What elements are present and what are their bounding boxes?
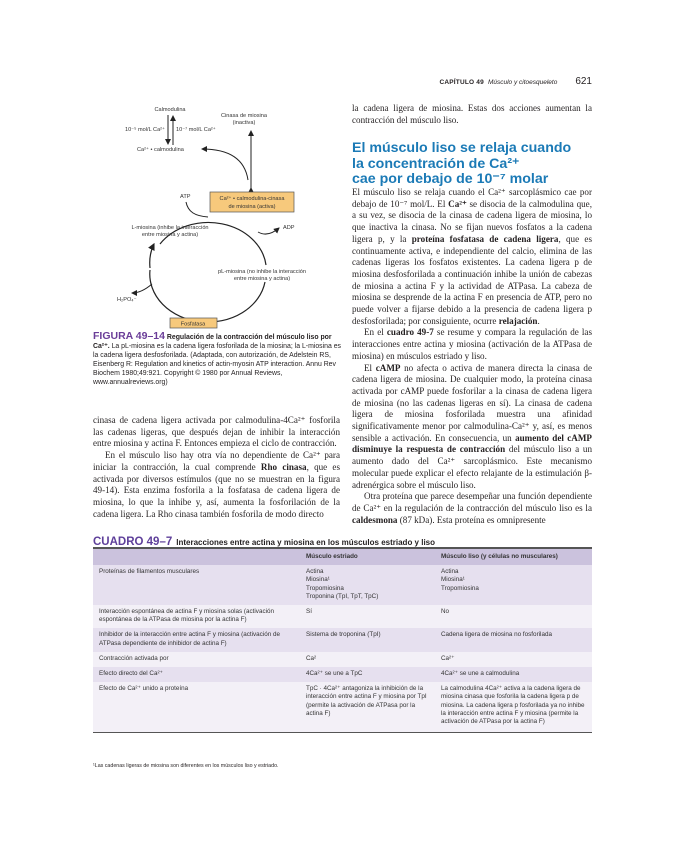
paragraph bbox=[352, 103, 592, 126]
inactive-kinase-label-2: (inactiva) bbox=[232, 120, 256, 126]
pl-myosin-label-2: entre miosina y actina) bbox=[233, 276, 291, 282]
table-cell: No bbox=[435, 605, 592, 628]
table-cell: Ca² bbox=[300, 652, 435, 667]
table-cell: La calmodulina 4Ca²⁺ activa a la cadena ligera de miosina cinasa que fosforila la cadena ligera p de miosina. La cadena ligera p fosforilada ya no inhibe la interacción entre actina F y miosina (permite la activación de ATPasa por la actina F) bbox=[435, 682, 592, 733]
ca-calmodulin-label: Ca²⁺ • calmodulina bbox=[137, 147, 184, 153]
text-run: cinasa de cadena ligera activada por calmodulina-4Ca²⁺ fosforila las cadenas ligeras, que después dejan de inhibir la interacción entre miosina y actina F. Entonces empieza el ciclo de contracción. bbox=[93, 415, 340, 449]
table-row bbox=[93, 682, 592, 733]
heading-line: El músculo liso se relaja cuando bbox=[352, 140, 572, 156]
phosphate-arrow bbox=[132, 284, 152, 293]
table-cell: Contracción activada por bbox=[93, 652, 300, 667]
binding-arrow bbox=[202, 149, 248, 180]
table-row bbox=[93, 605, 592, 628]
active-kinase-label: Ca²⁺ • calmodulina-cinasa bbox=[219, 196, 285, 202]
table-cell: Efecto directo del Ca²⁺ bbox=[93, 667, 300, 682]
text-run: se disocia de la calmodulina que, a su vez, se disocia de la cinasa de cadena ligera de miosina, lo que inactiva la cinasa. No se fijan nuevos fosfatos a la cadena ligera p, y la bbox=[352, 198, 592, 244]
table-cell: Actina Miosina¹ Tropomiosina bbox=[435, 565, 592, 605]
inactive-kinase-label: Cinasa de miosina bbox=[220, 113, 268, 119]
paragraph bbox=[352, 327, 592, 362]
text-run: del músculo liso a un aumento dado del Ca²⁺ sarcoplásmico. Este mecanismo molecular puede explicar el efecto relajante de la estimulación β-adrenérgica sobre el músculo liso. bbox=[352, 444, 592, 490]
low-concentration-label: 10⁻⁷ mol/L Ca²⁺ bbox=[176, 127, 216, 133]
figure-title: Regulación de la contracción del músculo liso por Ca²⁺. bbox=[93, 334, 332, 350]
table-label: CUADRO 49–7 bbox=[93, 536, 173, 548]
cycle-arrow bbox=[150, 244, 154, 268]
paragraph bbox=[352, 187, 592, 327]
l-myosin-label: L-miosina (inhibe la interacción bbox=[131, 225, 209, 231]
column-header: Músculo liso (y células no musculares) bbox=[435, 548, 592, 565]
calmodulin-label: Calmodulina bbox=[154, 107, 186, 113]
text-run: la cadena ligera de miosina. Estas dos acciones aumentan la contracción del músculo liso. bbox=[352, 103, 592, 125]
right-intro-text bbox=[352, 103, 592, 126]
text-run: Otra proteína que parece desempeñar una función dependiente de Ca²⁺ en la regulación de la contracción del músculo liso es la bbox=[352, 491, 592, 513]
table-caption: Interacciones entre actina y miosina en los músculos estriado y liso bbox=[176, 538, 436, 547]
l-myosin-label-2: entre miosina y actina) bbox=[141, 232, 199, 238]
column-header bbox=[93, 548, 300, 565]
paragraph bbox=[93, 415, 340, 450]
text-run: En el bbox=[364, 327, 387, 338]
section-heading bbox=[352, 141, 592, 188]
bold-term: caldesmona bbox=[352, 514, 398, 525]
paragraph bbox=[93, 450, 340, 520]
heading-line: la concentración de Ca²⁺ bbox=[352, 155, 520, 172]
high-concentration-label: 10⁻⁵ mol/L Ca²⁺ bbox=[124, 127, 165, 133]
adp-arrow bbox=[258, 228, 279, 234]
text-run: , que es continuamente activa, e independiente del calcio, elimina de las cadenas ligeras los fosfatos existentes. La cadena ligera p de miosina desfosforilada a continuación inhibe la unión de cabezas de miosina a actina F y la actividad de ATPasa. La cabeza de miosina se desprende de la actina F en presencia de ATP, pero no puede volver a fijarse debido a la presencia de cadena ligera p desfosforilada; por consiguiente, ocurre bbox=[352, 233, 592, 326]
adp-label: ADP bbox=[283, 225, 295, 231]
bold-term: cuadro 49-7 bbox=[386, 327, 434, 338]
table-header-row bbox=[93, 548, 592, 565]
phosphate-label: H₂PO₄⁻ bbox=[117, 297, 137, 303]
table-cell: Sí bbox=[300, 605, 435, 628]
bold-term: aumento del cAMP disminuye la respuesta de contracción bbox=[352, 432, 592, 455]
text-run: . bbox=[537, 315, 540, 326]
active-kinase-label-2: de miosina (activa) bbox=[228, 204, 276, 210]
bold-term: Ca²⁺ bbox=[448, 198, 467, 209]
comparison-table bbox=[93, 547, 592, 733]
table-row bbox=[93, 652, 592, 667]
paragraph bbox=[352, 363, 592, 492]
table-footnote: ¹Las cadenas ligeras de miosina son diferentes en los músculos liso y estriado. bbox=[93, 763, 279, 769]
text-run: (87 kDa). Esta proteína es omnipresente bbox=[397, 514, 546, 525]
paragraph bbox=[352, 491, 592, 526]
pl-myosin-label: pL-miosina (no inhibe la interacción bbox=[218, 269, 306, 275]
heading-line: cae por debajo de 10⁻⁷ molar bbox=[352, 171, 549, 187]
table-cell: Cadena ligera de miosina no fosforilada bbox=[435, 628, 592, 651]
chapter-title: Músculo y citoesqueleto bbox=[487, 79, 558, 86]
chapter-label: CAPÍTULO 49 bbox=[439, 79, 484, 86]
bold-term: Rho cinasa bbox=[260, 461, 307, 472]
text-run: , que es activada por diversos estímulos (que no se muestran en la figura 49-14). Esta enzima fosforila a la fosfatasa de cadena ligera de miosina, lo que la inhibe y, así, aumenta la fosforilación de la cadena ligera. La Rho cinasa también fosforila de modo directo bbox=[93, 461, 340, 519]
table-cell: Sistema de troponina (TpI) bbox=[300, 628, 435, 651]
text-run: El bbox=[364, 362, 376, 373]
table-cell: Proteínas de filamentos musculares bbox=[93, 565, 300, 605]
text-run: se resume y compara la regulación de las interacciones entre actina y miosina (activación de la ATPasa de miosina) en músculos estriado y liso. bbox=[352, 327, 593, 361]
text-run: En el músculo liso hay otra vía no dependiente de Ca²⁺ para iniciar la contracción, la cual comprende bbox=[93, 450, 340, 472]
column-header: Músculo estriado bbox=[300, 548, 435, 565]
table-cell: Efecto de Ca²⁺ unido a proteína bbox=[93, 682, 300, 733]
table-cell: Interacción espontánea de actina F y miosina solas (activación espontánea de la ATPasa de miosina por la actina F) bbox=[93, 605, 300, 628]
phosphatase-label: Fosfatasa bbox=[180, 321, 206, 328]
table-row bbox=[93, 667, 592, 682]
table-row bbox=[93, 565, 592, 605]
atp-arrow bbox=[186, 202, 208, 217]
text-run: no afecta o activa de manera directa la cinasa de cadena ligera de miosina. De cualquier modo, la proteína cinasa activada por cAMP puede fosforilar a la cinasa de cadena ligera de miosina (no las cadenas ligeras en sí). La cinasa de cadena ligera de miosina fosforilada muestra una afinidad significativamente menor por calmodulina-Ca²⁺ y, así, es menos sensible a activación. En consecuencia, un bbox=[352, 362, 592, 443]
bold-term: cAMP bbox=[375, 362, 401, 373]
table-cell: Inhibidor de la interacción entre actina F y miosina (activación de ATPasa dependiente de inhibidor de actina F) bbox=[93, 628, 300, 651]
figure-caption-text: La pL-miosina es la cadena ligera fosforilada de la miosina; la L-miosina es la cadena ligera desfosforilada. (Adaptada, con autorización, de Adelstein RS, Eisenberg R: Regulation and kinetics of actin-myosin ATP interaction. Annu Rev Biochem 1980;49:921. Copyright © 1980 por Annual Reviews, www.annualreviews.org) bbox=[93, 342, 342, 386]
bold-term: relajación bbox=[498, 315, 538, 326]
table-cell: Actina Miosina¹ Tropomiosina Troponina (TpI, TpT, TpC) bbox=[300, 565, 435, 605]
table-cell: Ca²⁺ bbox=[435, 652, 592, 667]
table-row bbox=[93, 628, 592, 651]
table-cell: 4Ca²⁺ se une a calmodulina bbox=[435, 667, 592, 682]
atp-label: ATP bbox=[180, 194, 191, 200]
table-cell: TpC · 4Ca²⁺ antagoniza la inhibición de la interacción entre actina F y miosina por TpI (permite la activación de ATPasa por la actina F) bbox=[300, 682, 435, 733]
page-number: 621 bbox=[575, 76, 592, 87]
text-run: El músculo liso se relaja cuando el Ca²⁺ sarcoplásmico cae por debajo de 10⁻⁷ mol/L. El bbox=[352, 187, 592, 209]
right-column-text bbox=[352, 187, 592, 526]
left-column-text bbox=[93, 415, 340, 520]
figure-label: FIGURA 49–14 bbox=[93, 330, 165, 342]
table-cell: 4Ca²⁺ se une a TpC bbox=[300, 667, 435, 682]
figure-caption bbox=[93, 332, 341, 387]
bold-term: proteína fosfatasa de cadena ligera bbox=[411, 233, 559, 244]
